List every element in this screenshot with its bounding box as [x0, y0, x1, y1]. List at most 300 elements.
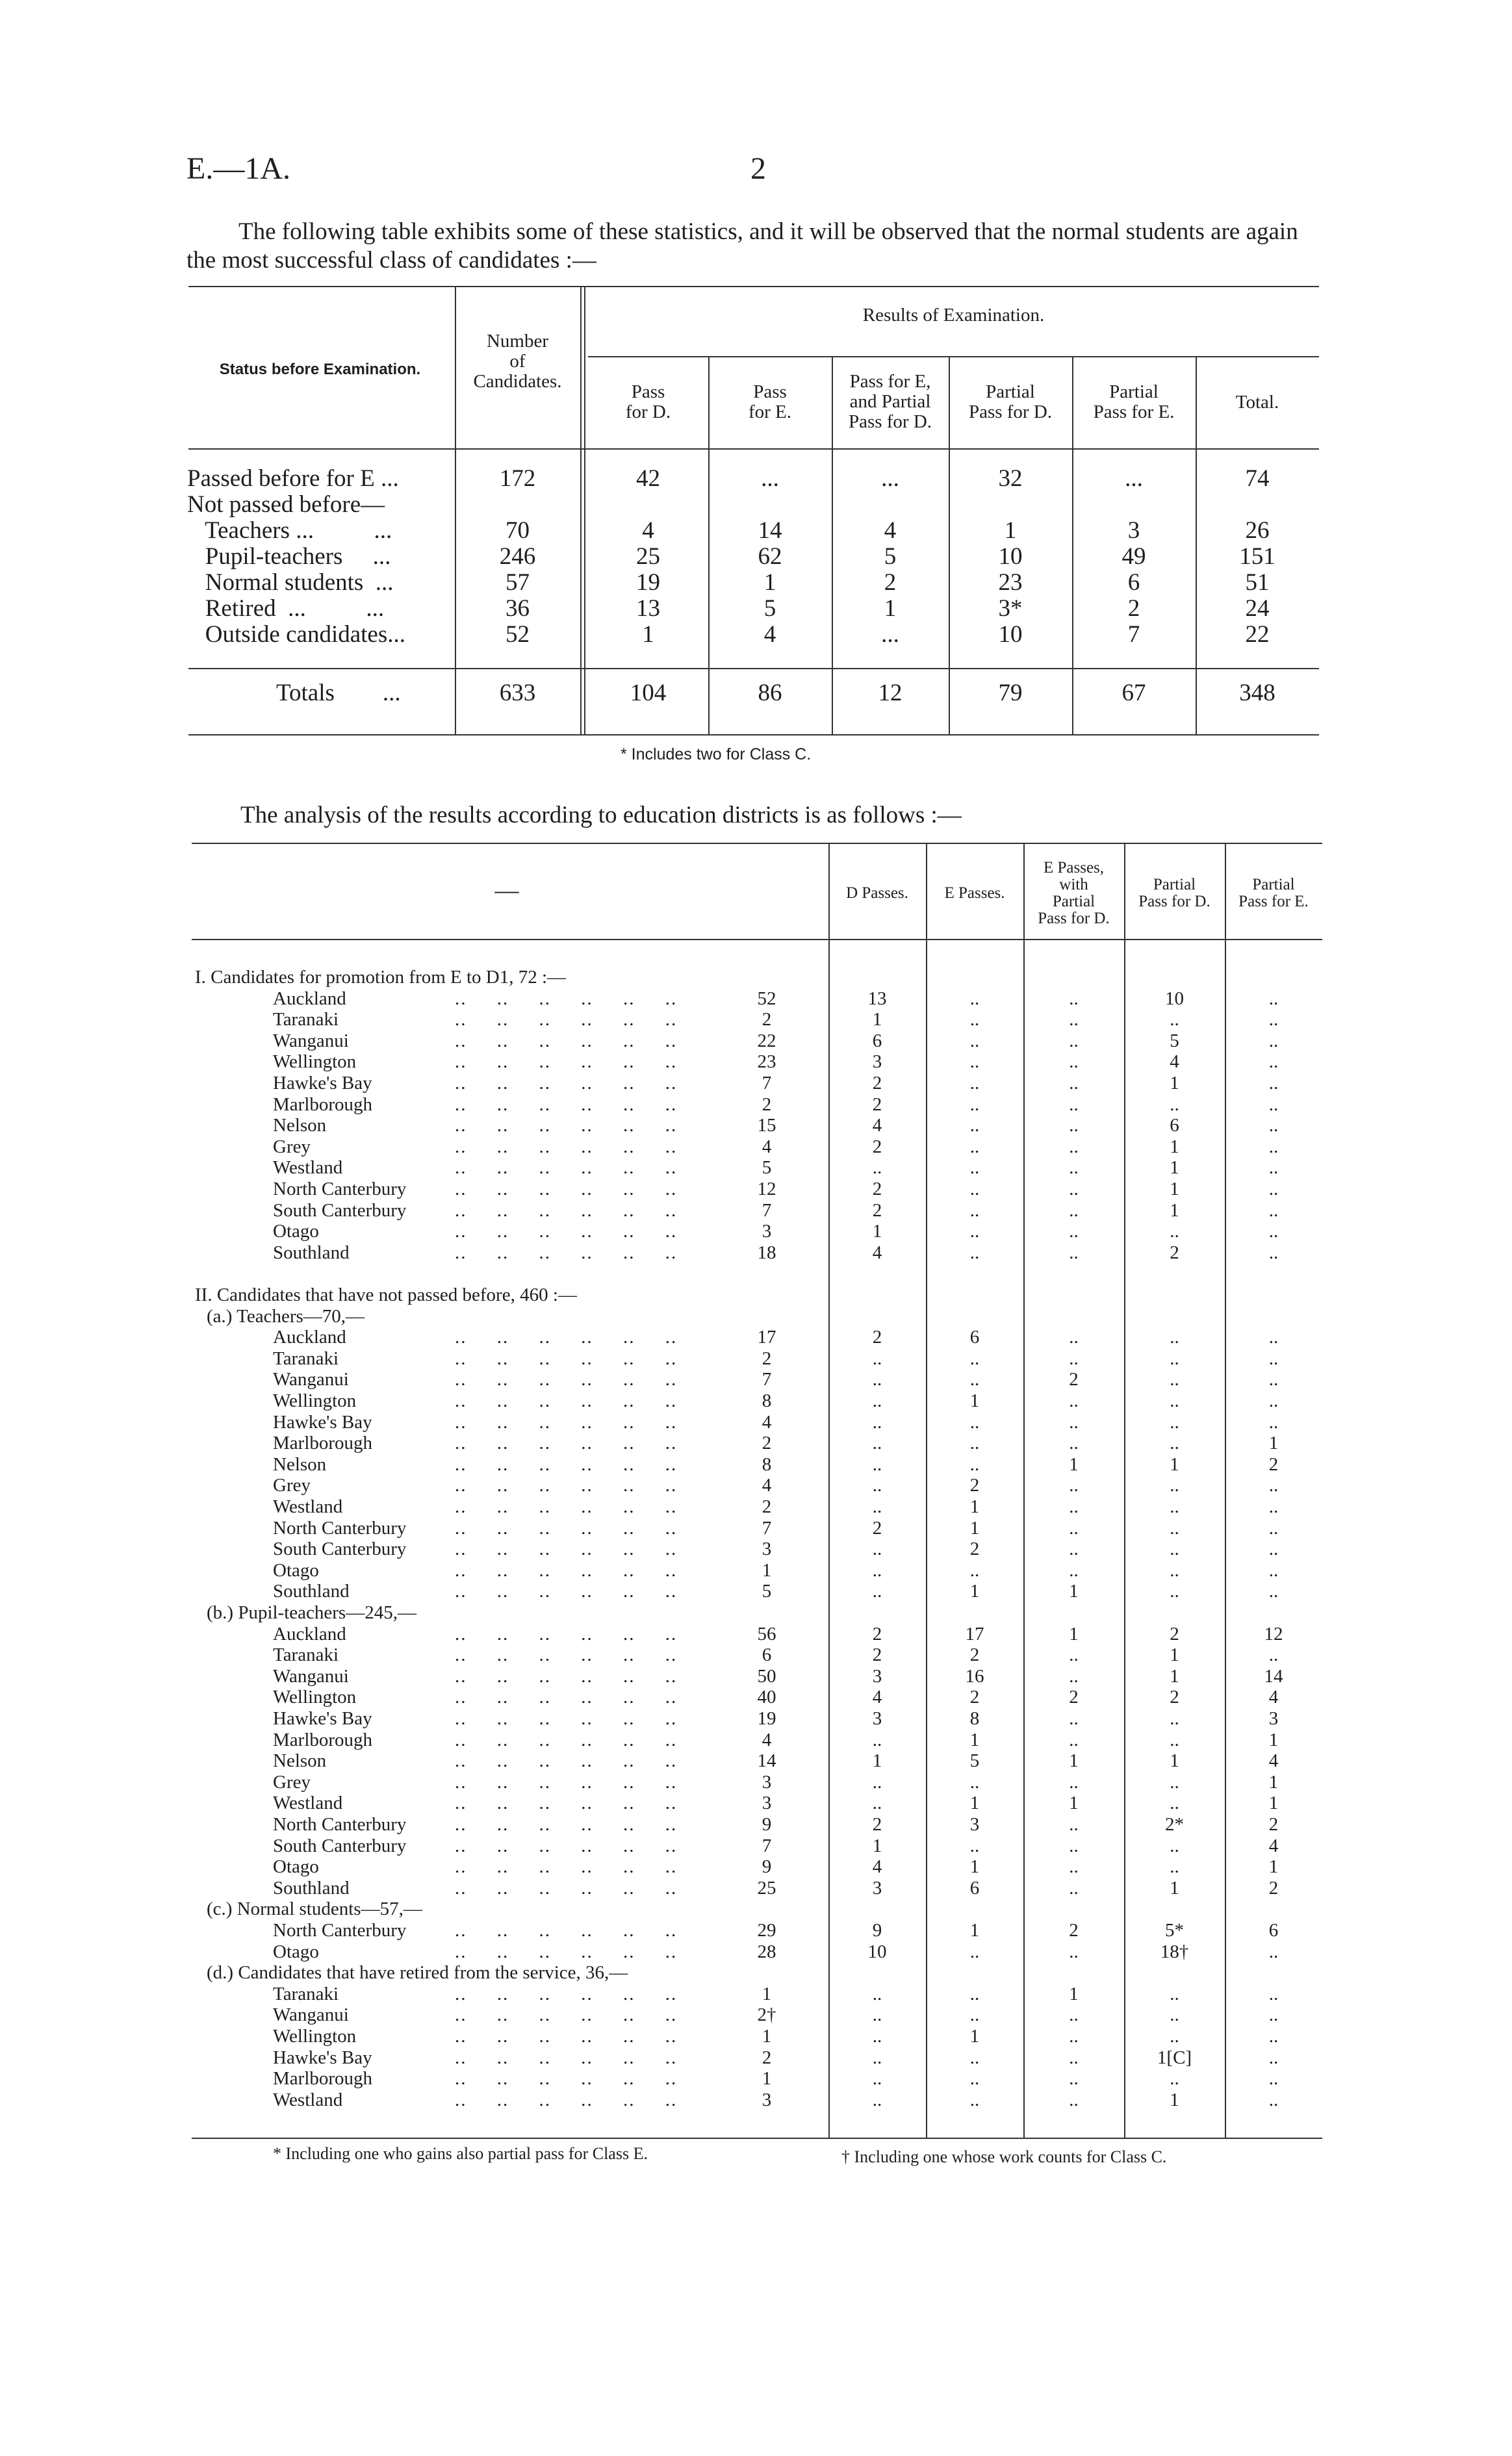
- district-cell: ..: [969, 1433, 980, 1454]
- header-line: Partial: [1109, 381, 1159, 402]
- district-cell: 8: [969, 1708, 980, 1729]
- table-cell: 3*: [998, 595, 1023, 622]
- candidate-count: 3: [762, 1539, 772, 1560]
- district-cell: 1: [872, 1750, 882, 1772]
- table-row-label: Normal students ...: [187, 569, 394, 596]
- district-cell: ..: [1170, 1369, 1179, 1390]
- column-header: [1124, 876, 1225, 910]
- district-cell: ..: [1268, 1221, 1279, 1242]
- district-cell: ..: [969, 1983, 980, 2004]
- district-cell: 6: [872, 1030, 882, 1051]
- district-cell: ..: [969, 2068, 980, 2090]
- district-row-label: Grey: [273, 1136, 311, 1157]
- district-row-label: North Canterbury: [273, 1517, 407, 1539]
- district-cell: ..: [1268, 1136, 1279, 1157]
- district-cell: 13: [867, 988, 887, 1009]
- district-cell: ..: [969, 1771, 980, 1793]
- district-cell: 2: [872, 1199, 882, 1221]
- table-cell: 24: [1245, 595, 1270, 622]
- district-row-label: Southland: [273, 1877, 350, 1899]
- district-cell: ..: [1268, 1094, 1279, 1115]
- district-cell: 1: [969, 1581, 980, 1602]
- district-cell: ..: [969, 1094, 980, 1115]
- district-cell: ..: [1069, 1136, 1079, 1157]
- leader-dots: .. .. .. .. .. ..: [455, 1856, 678, 1878]
- district-row-label: Hawke's Bay: [273, 1411, 372, 1433]
- district-cell: ..: [969, 1136, 980, 1157]
- leader-dots: .. .. .. .. .. ..: [455, 1623, 678, 1644]
- candidate-count: 28: [757, 1941, 776, 1962]
- district-cell: ..: [969, 1411, 980, 1433]
- leader-dots: .. .. .. .. .. ..: [455, 1369, 678, 1390]
- district-cell: ..: [1069, 988, 1079, 1009]
- table-cell: ...: [761, 465, 779, 492]
- district-cell: 5: [969, 1750, 980, 1772]
- district-cell: 1: [1069, 1623, 1079, 1644]
- district-cell: ..: [1069, 1644, 1079, 1666]
- district-cell: ..: [969, 1179, 980, 1199]
- table-cell: 1: [884, 595, 897, 622]
- group-header-rule: [588, 356, 1319, 357]
- district-cell: ..: [969, 1835, 980, 1856]
- district-row-label: II. Candidates that have not passed before, 460 :—: [195, 1285, 577, 1305]
- table-cell: 1: [763, 569, 776, 596]
- leader-dots: .. .. .. .. .. ..: [455, 1835, 678, 1856]
- district-cell: 1: [1268, 1433, 1279, 1454]
- district-row-label: Otago: [273, 1856, 319, 1878]
- table-cell: 10: [998, 543, 1023, 570]
- district-cell: ..: [1268, 1327, 1279, 1348]
- district-cell: 2: [872, 1094, 882, 1115]
- totals-cell: 67: [1121, 680, 1146, 706]
- district-cell: 1: [1069, 1750, 1079, 1772]
- result-column-header: [1072, 382, 1196, 422]
- district-cell: 2: [1268, 1877, 1279, 1899]
- district-cell: 1: [1170, 1199, 1179, 1221]
- header-line: Pass: [753, 381, 787, 402]
- leader-dots: .. .. .. .. .. ..: [455, 1665, 678, 1687]
- table1-footnote: * Includes two for Class C.: [621, 745, 812, 763]
- district-cell: 1: [872, 1221, 882, 1242]
- district-cell: 1: [1170, 1136, 1179, 1157]
- candidate-count: 7: [762, 1199, 772, 1221]
- leader-dots: .. .. .. .. .. ..: [455, 1539, 678, 1560]
- table-cell: 62: [758, 543, 782, 570]
- district-row-label: Wanganui: [273, 1030, 349, 1051]
- district-cell: ..: [1170, 1983, 1179, 2004]
- district-cell: ..: [969, 1051, 980, 1073]
- district-cell: ..: [1069, 2047, 1079, 2068]
- page-number: 2: [750, 151, 766, 186]
- district-cell: ..: [969, 2047, 980, 2068]
- district-cell: ..: [1268, 1475, 1279, 1496]
- candidate-count: 6: [762, 1644, 772, 1666]
- district-cell: ..: [969, 1242, 980, 1263]
- candidate-count: 2: [762, 1094, 772, 1115]
- district-cell: ..: [969, 1369, 980, 1390]
- district-row-label: Otago: [273, 1221, 319, 1242]
- leader-dots: .. .. .. .. .. ..: [455, 1750, 678, 1772]
- leader-dots: .. .. .. .. .. ..: [455, 1644, 678, 1666]
- table-cell: 13: [636, 595, 660, 622]
- table-cell: 25: [636, 543, 660, 570]
- district-cell: ..: [1268, 1073, 1279, 1094]
- table-row-label: Teachers ... ...: [187, 517, 392, 544]
- district-cell: 2: [1069, 1920, 1079, 1941]
- district-cell: ..: [969, 1221, 980, 1242]
- district-cell: ..: [969, 1073, 980, 1094]
- district-cell: 1: [872, 1009, 882, 1030]
- district-cell: ..: [1069, 1327, 1079, 1348]
- district-cell: ..: [1268, 2047, 1279, 2068]
- district-cell: 2: [1069, 1687, 1079, 1708]
- district-cell: ..: [1069, 1221, 1079, 1242]
- district-cell: 1: [872, 1835, 882, 1856]
- district-cell: 1: [1268, 1793, 1279, 1814]
- district-cell: ..: [1268, 1199, 1279, 1221]
- leader-dots: .. .. .. .. .. ..: [455, 1327, 678, 1348]
- district-cell: ..: [1268, 988, 1279, 1009]
- district-row-label: Nelson: [273, 1750, 327, 1772]
- candidate-count: 22: [757, 1030, 776, 1051]
- district-cell: ..: [1268, 2004, 1279, 2026]
- candidate-count: 29: [757, 1920, 776, 1941]
- district-cell: 1: [1069, 1793, 1079, 1814]
- district-cell: 1: [969, 1517, 980, 1539]
- header-line: of: [509, 351, 526, 372]
- header-line: Pass for E.: [1093, 402, 1175, 422]
- district-cell: ..: [969, 1559, 980, 1581]
- table-bottom-rule: [192, 2138, 1322, 2139]
- candidate-count: 2: [762, 1433, 772, 1454]
- district-cell: ..: [1170, 1221, 1179, 1242]
- leader-dots: .. .. .. .. .. ..: [455, 1708, 678, 1729]
- table-cell: 246: [499, 543, 536, 570]
- district-row-label: Taranaki: [273, 1983, 339, 2004]
- district-cell: ..: [1170, 1539, 1179, 1560]
- leader-dots: .. .. .. .. .. ..: [455, 1199, 678, 1221]
- district-cell: 1: [1069, 1983, 1079, 2004]
- district-cell: ..: [1170, 1411, 1179, 1433]
- candidate-count: 56: [757, 1623, 776, 1644]
- district-row-label: Wellington: [273, 1051, 357, 1073]
- leader-dots: .. .. .. .. .. ..: [455, 2004, 678, 2026]
- district-row-label: Hawke's Bay: [273, 2047, 372, 2068]
- table-cell: 57: [506, 569, 530, 596]
- totals-cell: 633: [499, 680, 536, 706]
- intro-paragraph: The following table exhibits some of these statistics, and it will be observed that the normal students are again the most successful class of candidates :—: [186, 218, 1298, 274]
- header-line: with: [1059, 876, 1088, 893]
- district-cell: ..: [1069, 2026, 1079, 2047]
- district-cell: 2: [872, 1814, 882, 1835]
- district-cell: ..: [1069, 2089, 1079, 2110]
- district-cell: ..: [1268, 1644, 1279, 1666]
- district-cell: ..: [872, 1793, 882, 1814]
- number-column-header: [455, 331, 580, 392]
- district-row-label: Auckland: [273, 1623, 346, 1644]
- table-cell: 26: [1245, 517, 1270, 544]
- result-column-header: [832, 372, 949, 432]
- leader-dots: .. .. .. .. .. ..: [455, 1793, 678, 1814]
- district-cell: ..: [1069, 1030, 1079, 1051]
- district-cell: ..: [872, 2068, 882, 2090]
- leader-dots: .. .. .. .. .. ..: [455, 1009, 678, 1030]
- district-cell: ..: [1268, 1115, 1279, 1136]
- district-cell: ..: [1170, 1771, 1179, 1793]
- leader-dots: .. .. .. .. .. ..: [455, 1051, 678, 1073]
- candidate-count: 8: [762, 1453, 772, 1475]
- candidate-count: 4: [762, 1729, 772, 1750]
- district-cell: 1: [969, 1856, 980, 1878]
- district-cell: ..: [872, 2047, 882, 2068]
- district-row-label: Marlborough: [273, 2068, 373, 2090]
- district-cell: ..: [1170, 2068, 1179, 2090]
- district-cell: 10: [1165, 988, 1184, 1009]
- result-column-header: [588, 382, 708, 422]
- district-row-label: Taranaki: [273, 1009, 339, 1030]
- district-cell: 2: [1170, 1242, 1179, 1263]
- district-cell: ..: [969, 2089, 980, 2110]
- district-cell: 2*: [1165, 1814, 1184, 1835]
- district-cell: 1: [1170, 1665, 1179, 1687]
- district-cell: ..: [969, 1157, 980, 1179]
- candidate-count: 9: [762, 1856, 772, 1878]
- district-cell: ..: [969, 1009, 980, 1030]
- district-cell: 2: [969, 1644, 980, 1666]
- district-cell: 1: [969, 2026, 980, 2047]
- district-cell: 6: [969, 1327, 980, 1348]
- district-cell: ..: [1268, 1581, 1279, 1602]
- district-cell: ..: [969, 988, 980, 1009]
- district-row-label: I. Candidates for promotion from E to D1, 72 :—: [195, 967, 567, 988]
- leader-dots: .. .. .. .. .. ..: [455, 1115, 678, 1136]
- header-line: Partial: [1052, 893, 1096, 910]
- leader-dots: .. .. .. .. .. ..: [455, 1687, 678, 1708]
- candidate-count: 1: [762, 1559, 772, 1581]
- district-cell: ..: [969, 1348, 980, 1369]
- district-cell: 2: [1268, 1453, 1279, 1475]
- district-cell: 2: [969, 1539, 980, 1560]
- district-cell: 2: [1069, 1369, 1079, 1390]
- district-row-label: (b.) Pupil-teachers—245,—: [207, 1602, 416, 1623]
- candidate-count: 19: [757, 1708, 776, 1729]
- table-cell: 42: [636, 465, 660, 492]
- candidate-count: 9: [762, 1814, 772, 1835]
- leader-dots: .. .. .. .. .. ..: [455, 1983, 678, 2004]
- result-column-header: [708, 382, 832, 422]
- col-divider: [580, 286, 582, 734]
- leader-dots: .. .. .. .. .. ..: [455, 1496, 678, 1517]
- district-cell: ..: [872, 2004, 882, 2026]
- district-cell: ..: [872, 1411, 882, 1433]
- candidate-count: 2: [762, 1496, 772, 1517]
- district-row-label: Auckland: [273, 988, 346, 1009]
- district-cell: 4: [1268, 1687, 1279, 1708]
- table-cell: 23: [998, 569, 1023, 596]
- leader-dots: .. .. .. .. .. ..: [455, 1136, 678, 1157]
- district-cell: 2: [872, 1073, 882, 1094]
- district-cell: ..: [1069, 1073, 1079, 1094]
- district-cell: 3: [1268, 1708, 1279, 1729]
- header-line: Total.: [1235, 392, 1279, 413]
- district-cell: ..: [1170, 1729, 1179, 1750]
- district-cell: 1: [1069, 1581, 1079, 1602]
- district-cell: ..: [1069, 1411, 1079, 1433]
- table-cell: 3: [1127, 517, 1140, 544]
- document-reference: E.—1A.: [186, 151, 290, 186]
- district-cell: 3: [872, 1051, 882, 1073]
- district-row-label: Nelson: [273, 1453, 327, 1475]
- district-cell: ..: [1069, 1771, 1079, 1793]
- district-cell: ..: [1069, 1941, 1079, 1962]
- district-row-label: Southland: [273, 1581, 350, 1602]
- totals-cell: 348: [1239, 680, 1275, 706]
- district-row-label: Grey: [273, 1475, 311, 1496]
- district-cell: ..: [969, 1199, 980, 1221]
- leader-dots: .. .. .. .. .. ..: [455, 1073, 678, 1094]
- district-row-label: Taranaki: [273, 1644, 339, 1666]
- table-row-label: Not passed before—: [187, 491, 385, 518]
- leader-dots: .. .. .. .. .. ..: [455, 1030, 678, 1051]
- table-cell: 1: [1004, 517, 1017, 544]
- candidate-count: 3: [762, 1793, 772, 1814]
- candidate-count: 2: [762, 1348, 772, 1369]
- candidate-count: 14: [757, 1750, 776, 1772]
- district-row-label: Westland: [273, 1496, 343, 1517]
- candidate-count: 2: [762, 1009, 772, 1030]
- district-cell: ..: [872, 1433, 882, 1454]
- district-cell: 4: [1170, 1051, 1179, 1073]
- candidate-count: 7: [762, 1517, 772, 1539]
- district-cell: 6: [969, 1877, 980, 1899]
- district-cell: ..: [969, 1030, 980, 1051]
- table-cell: ...: [881, 621, 899, 648]
- district-cell: 5: [1170, 1030, 1179, 1051]
- district-cell: 1: [1170, 1157, 1179, 1179]
- table-cell: ...: [881, 465, 899, 492]
- district-cell: 1: [969, 1729, 980, 1750]
- district-cell: ..: [872, 1453, 882, 1475]
- district-cell: 1: [969, 1496, 980, 1517]
- table-cell: 70: [506, 517, 530, 544]
- district-cell: ..: [1268, 2026, 1279, 2047]
- header-line: Partial: [1252, 876, 1295, 893]
- header-line: Pass for D.: [968, 402, 1053, 422]
- district-cell: ..: [1069, 1157, 1079, 1179]
- district-cell: 1: [1170, 1073, 1179, 1094]
- table-row-label: Outside candidates...: [187, 621, 405, 648]
- district-cell: ..: [969, 1941, 980, 1962]
- district-cell: ..: [872, 1348, 882, 1369]
- result-column-header: [949, 382, 1072, 422]
- header-line: Pass for E.: [1238, 893, 1309, 910]
- leader-dots: .. .. .. .. .. ..: [455, 1877, 678, 1899]
- district-cell: 4: [872, 1242, 882, 1263]
- district-cell: ..: [872, 1475, 882, 1496]
- candidate-count: 23: [757, 1051, 776, 1073]
- candidate-count: 1: [762, 2026, 772, 2047]
- candidate-count: 7: [762, 1073, 772, 1094]
- district-row-label: Wellington: [273, 2026, 357, 2047]
- district-row-label: (c.) Normal students—57,—: [207, 1899, 422, 1920]
- district-cell: 1: [969, 1793, 980, 1814]
- district-cell: 4: [1268, 1835, 1279, 1856]
- district-cell: ..: [872, 1539, 882, 1560]
- district-cell: 4: [872, 1687, 882, 1708]
- district-cell: 18†: [1160, 1941, 1189, 1962]
- district-row-label: Westland: [273, 2089, 343, 2110]
- district-row-label: Grey: [273, 1771, 311, 1793]
- table-cell: 6: [1127, 569, 1140, 596]
- candidate-count: 5: [762, 1581, 772, 1602]
- table-cell: 7: [1127, 621, 1140, 648]
- district-cell: ..: [1069, 1199, 1079, 1221]
- district-cell: ..: [1069, 1835, 1079, 1856]
- district-cell: ..: [1170, 1009, 1179, 1030]
- candidate-count: 12: [757, 1179, 776, 1199]
- table-cell: 2: [1127, 595, 1140, 622]
- district-row-label: Otago: [273, 1941, 319, 1962]
- table-cell: 52: [506, 621, 530, 648]
- district-cell: 3: [872, 1665, 882, 1687]
- results-group-header: Results of Examination.: [862, 305, 1045, 326]
- district-cell: ..: [1069, 1517, 1079, 1539]
- candidate-count: 1: [762, 2068, 772, 2090]
- leader-dots: .. .. .. .. .. ..: [455, 2089, 678, 2110]
- district-row-label: Westland: [273, 1793, 343, 1814]
- district-cell: ..: [1268, 1051, 1279, 1073]
- column-header: [1023, 860, 1124, 927]
- candidate-count: 2: [762, 2047, 772, 2068]
- candidate-count: 3: [762, 2089, 772, 2110]
- candidate-count: 17: [757, 1327, 776, 1348]
- table-cell: 1: [642, 621, 654, 648]
- district-cell: 3: [969, 1814, 980, 1835]
- candidate-count: 40: [757, 1687, 776, 1708]
- district-cell: ..: [1170, 1856, 1179, 1878]
- table-cell: 172: [499, 465, 536, 492]
- table-cell: 14: [758, 517, 782, 544]
- candidate-count: 3: [762, 1771, 772, 1793]
- district-cell: 2: [872, 1327, 882, 1348]
- district-cell: ..: [1268, 1517, 1279, 1539]
- district-cell: 6: [1268, 1920, 1279, 1941]
- header-line: for E.: [748, 402, 792, 422]
- leader-dots: .. .. .. .. .. ..: [455, 1814, 678, 1835]
- candidate-count: 4: [762, 1411, 772, 1433]
- header-line: and Partial: [849, 391, 931, 412]
- header-bottom-rule: [192, 939, 1322, 940]
- table-cell: 4: [763, 621, 776, 648]
- district-cell: 6: [1170, 1115, 1179, 1136]
- table-cell: 10: [998, 621, 1023, 648]
- district-cell: ..: [1268, 1179, 1279, 1199]
- district-row-label: Hawke's Bay: [273, 1708, 372, 1729]
- table-cell: 74: [1245, 465, 1270, 492]
- district-cell: ..: [1170, 1327, 1179, 1348]
- district-cell: 1: [1170, 1453, 1179, 1475]
- district-cell: 2: [1170, 1623, 1179, 1644]
- district-cell: 2: [1268, 1814, 1279, 1835]
- leader-dots: .. .. .. .. .. ..: [455, 1559, 678, 1581]
- district-cell: ..: [1170, 1559, 1179, 1581]
- leader-dots: .. .. .. .. .. ..: [455, 1517, 678, 1539]
- table-cell: 5: [763, 595, 776, 622]
- district-row-label: Nelson: [273, 1115, 327, 1136]
- totals-cell: 104: [630, 680, 667, 706]
- district-cell: 2: [1170, 1687, 1179, 1708]
- district-row-label: Westland: [273, 1157, 343, 1179]
